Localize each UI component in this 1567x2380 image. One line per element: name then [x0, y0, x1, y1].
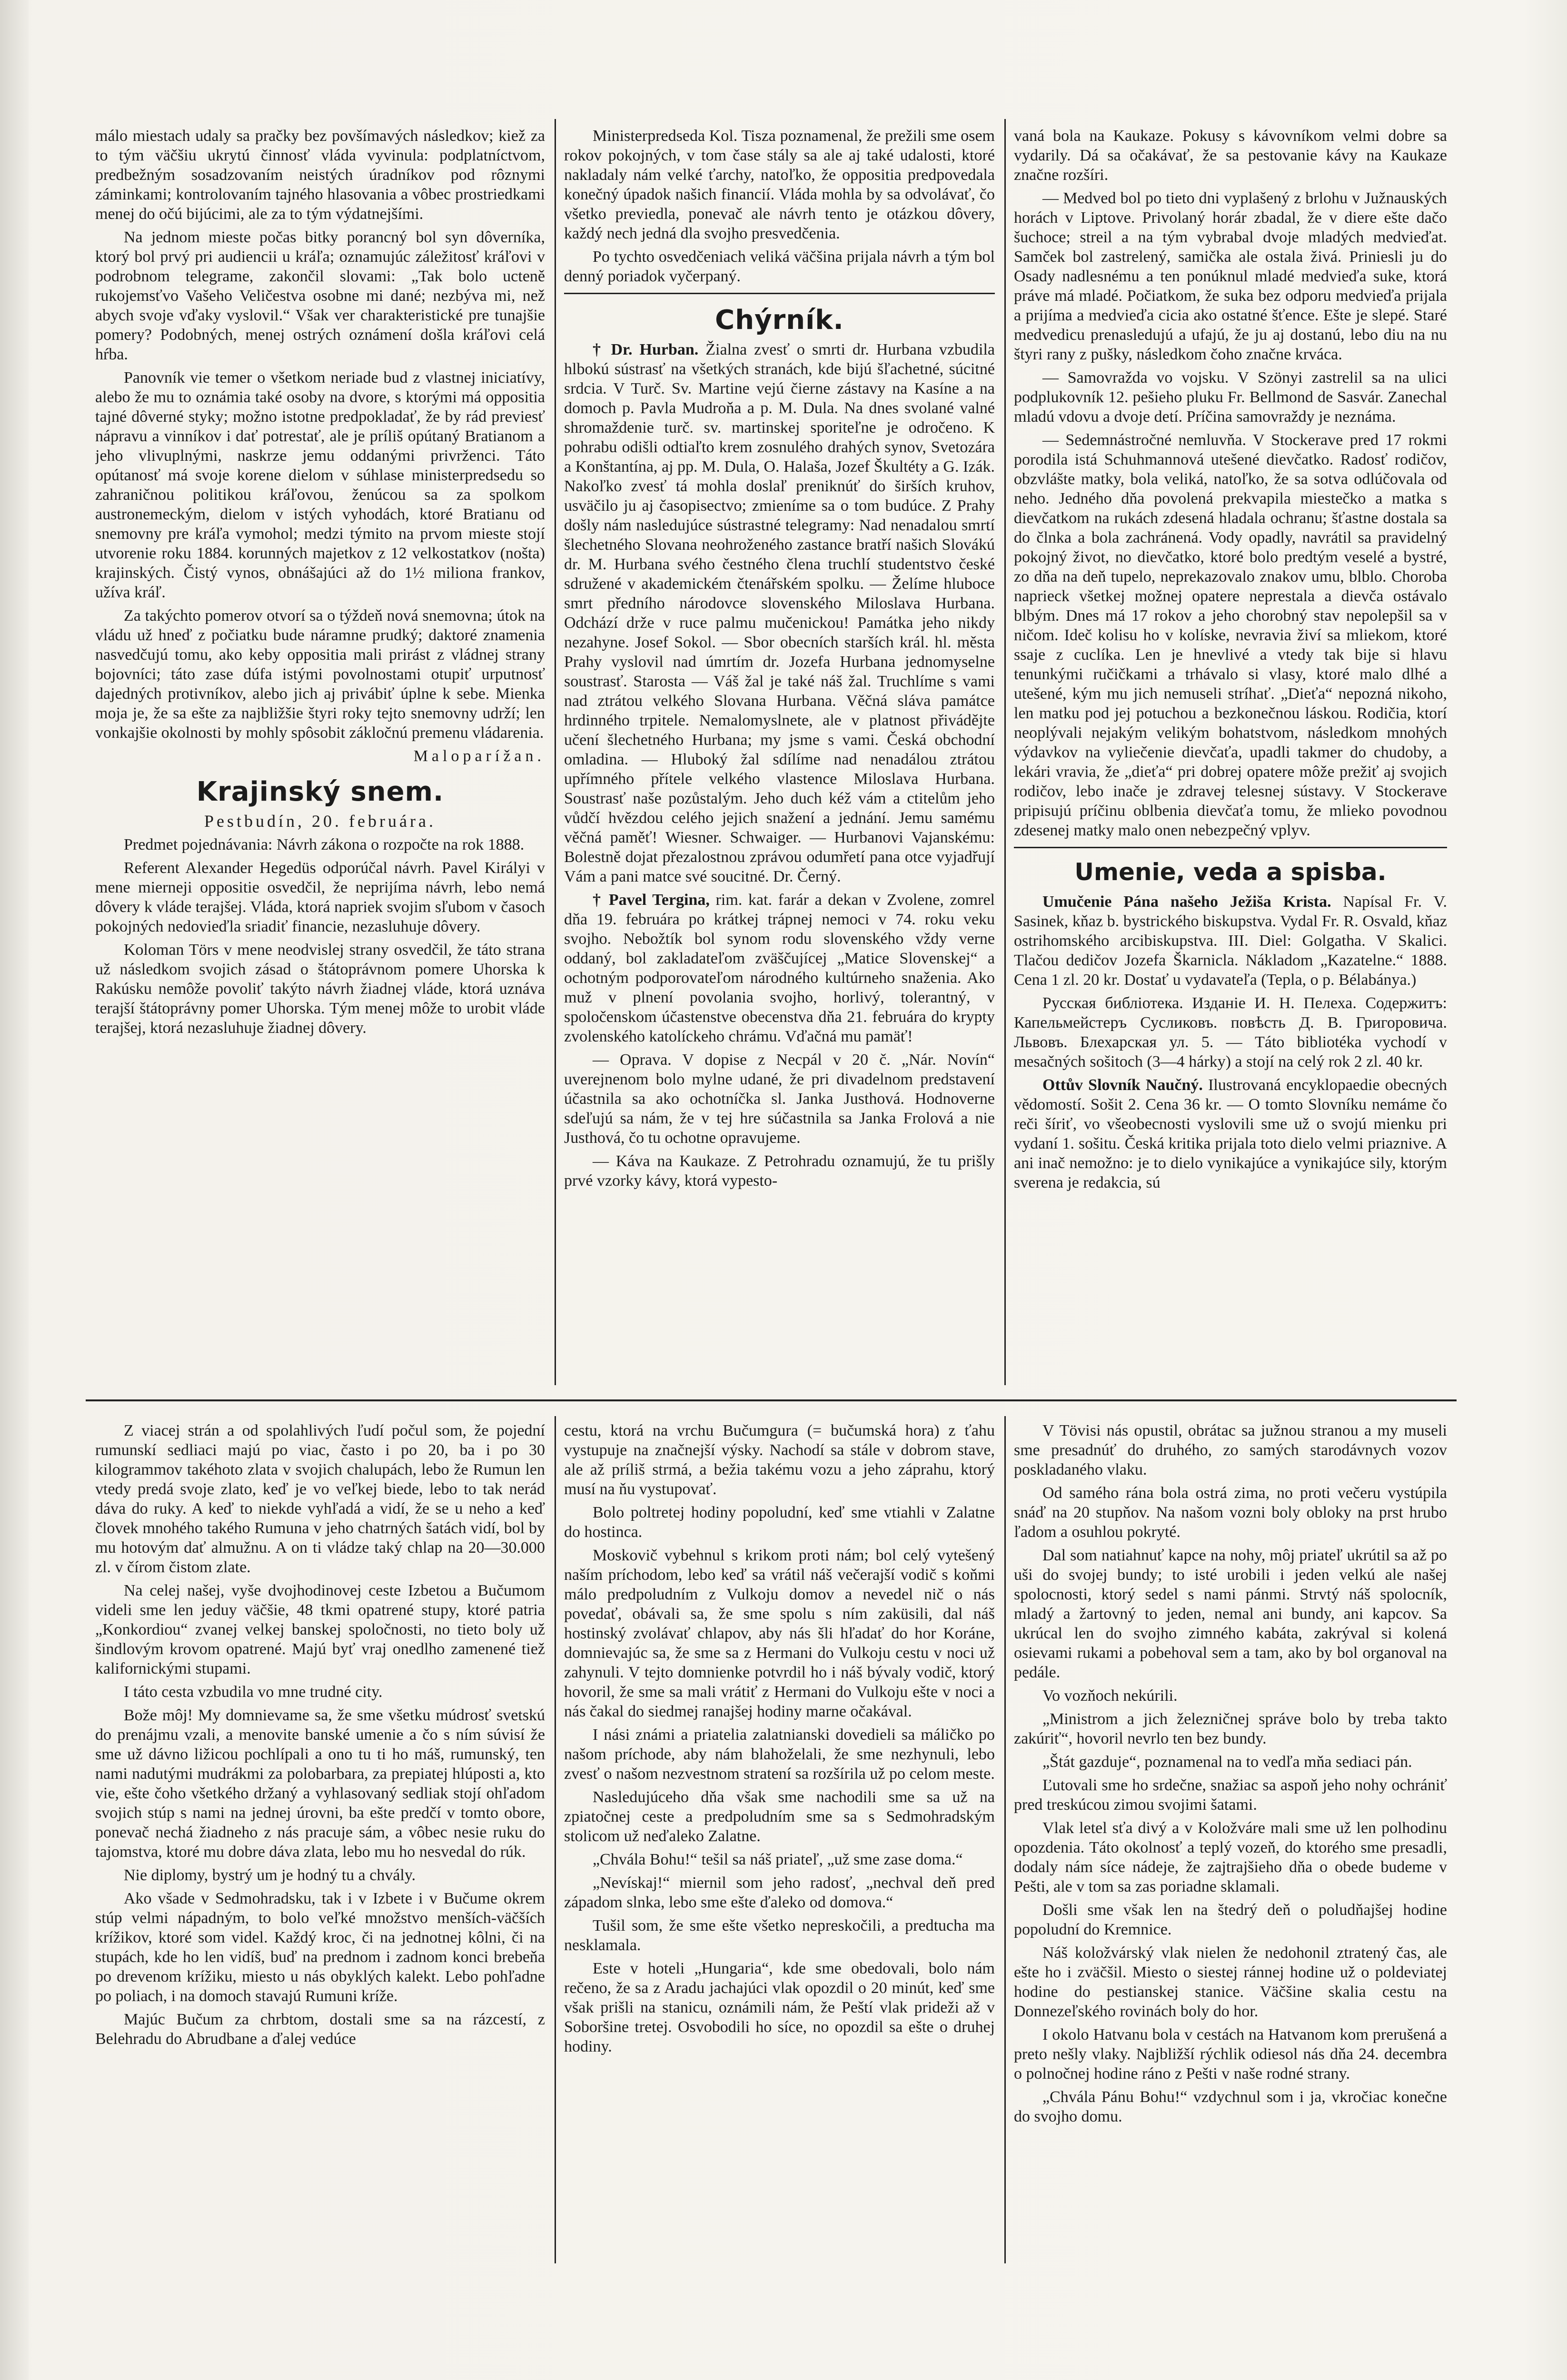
news-item: — Oprava. V dopise z Necpál v 20 č. „Nár. Novín“ uverejnenom bolo mylne udané, že pri divadelnom predstavení účastnila sa ako ochotníčka sl. Janka Justhová. Hodnoverne sdeľujú sa nám, že v tej hre súčastnila sa Janka Frolová a nie Justhová, čo tu ochotne opravujeme. [564, 1051, 995, 1147]
column-rule-4 [1004, 1416, 1006, 2263]
feuilleton-column-3 [1014, 1421, 1447, 2259]
review-item [1014, 892, 1447, 990]
feuilleton-text: Vlak letel sťa divý a v Koložváre mali sme už len polhodinu opozdenia. Táto okolnosť a teplý vozeň, do ktorého sme presadli, dodaly nám síce nádeje, že zajtrajšieho dňa o obede budeme v Pešti, ale v tom sa zas poriadne sklamali. [1014, 1819, 1447, 1895]
column-1 [95, 126, 545, 1383]
feuilleton-text: Na celej našej, vyše dvojhodinovej ceste Izbetou a Bučumom videli sme len jeduy väčšie, 48 tkmi opatrené stupy, ktoré patria „Konkordiou“ zvanej velkej banskej spoločnosti, no tieto boly už šindlovým krovom opatrené. Majú byť vraj onedlho zamenené tiež kalifornickými stupami. [95, 1582, 545, 1677]
column-rule-3 [555, 1416, 556, 2263]
article-text: Koloman Törs v mene neodvislej strany osvedčil, že táto strana už následkom svojich zásad o štátoprávnom pomere Uhorska k Rakúsku nemôže povoliť takýto návrh žiadnej vláde, ktorá uznáva terajší štátoprávny pomer Uhorska. Tým menej môže to urobit vláde terajšej, ktorá nezasluhuje žiadnej dôvery. [95, 941, 545, 1037]
feuilleton-text: Z viacej strán a od spolahlivých ľudí počul som, že pojední rumunskí sedliaci majú po viac, často i po 20, ba i po 30 kilogrammov takéhoto zlata v svojich chalupách, lebo že Rumun len vtedy predá svoje zlato, keď je vo veľkej biede, lebo to tak nerád dáva do ruky. A keď to niekde vyhľadá a vidí, že se u neho a keď človek mnohého takého Rumuna v jeho chatrných šatách vidí, bol by mu hotovým dať almužnu. A on ti vládze taký chlap na 20—30.000 zl. v čírom čistom zlate. [95, 1422, 545, 1576]
feuilleton-text: Majúc Bučum za chrbtom, dostali sme sa na rázcestí, z Belehradu do Abrudbane a ďalej vedúce [95, 2011, 545, 2048]
news-item [564, 340, 995, 886]
feuilleton-text: Bolo poltretej hodiny popoludní, keď sme vtiahli v Zalatne do hostinca. [564, 1504, 995, 1541]
article-text: Predmet pojednávania: Návrh zákona o rozpočte na rok 1888. [124, 836, 525, 853]
article-text: Za takýchto pomerov otvorí sa o týždeň nová snemovna; útok na vládu už hneď z počiatku bude náramne prudký; daktoré znamenia nasvedčujú tomu, ako keby oppositia mali prirást z vládnej strany bojovníci; táto zase dúfa istými povolnostami otupiť urputnosť dajedných protivníkov, alebo jich aj privábiť úplne k sebe. Mienka moja je, že sa ešte za najbližšie štyri roky tejto snemovny udrží; len vonkajšie okolnosti by mohly spôsobit zákločnú premenu vládarenia. [95, 607, 545, 742]
review-item-title: Ottův Slovník Naučný. [1042, 1076, 1203, 1094]
review-item-body: Ilustrovaná encyklopaedie obecných vědomostí. Sošit 2. Cena 36 kr. — O tomto Slovníku nemáme čo reči šíriť, vo všeobecnosti vyslovili sme už o svojú mienku pri vydaní 1. sošitu. Česká kritika prijala toto dielo velmi priaznive. A ani inač nemožno: je to dielo vynikajúce a vynikajúce sily, ktorým sverena je redakcia, sú [1014, 1076, 1447, 1191]
page-divider [86, 1399, 1457, 1401]
feuilleton-text: „Nevískaj!“ miernil som jeho radosť, „nechval deň pred západom slnka, lebo sme ešte ďaleko od domova.“ [564, 1874, 995, 1911]
news-item-body: rim. kat. farár a dekan v Zvolene, zomrel dňa 19. februára po krátkej trápnej nemoci v 74. roku veku svojho. Nebožtík bol synom rodu slovenského vždy verne oddaný, bol zakladateľom zväščujícej „Matice Slovenskej“ a ochotným podporovateľom národného kultúrneho snaženia. Ako muž v plnení povolania svojho, horlivý, tolerantný, v spoločenskom účastenstve obecenstva dňa 21. februára do krypty zvolenského katolíckeho chrámu. Vďačná mu pamäť! [564, 891, 995, 1045]
feuilleton-text: I nási známi a priatelia zalatnianski dovedieli sa máličko po našom príchode, aby nám blahoželali, že sme nezhynuli, lebo zvesť o našom nezvestnom stratení sa rozšírila už po celom meste. [564, 1726, 995, 1783]
article-text: málo miestach udaly sa pračky bez povšímavých následkov; kiež za to tým väčšiu ukrytú činnosť vláda vyvinula: podplatníctvom, predbežným sosadzovaním neistých úradníkov pod rôznymi záminkami; kontrolovaním tajného hlasovania a vôbec prostriedkami menej do očú bijúcimi, ale za to tým výdatnejšími. [95, 127, 545, 223]
column-rule-1 [555, 119, 556, 1385]
review-item: Русская библіотека. Изданіе И. Н. Пелеха. Содержитъ: Капельмейстеръ Сусликовъ. повѣсть Д. В. Григоровича. Львовъ. Блехарская ул. 5. — Táto bibliotéka vychodí v mesačných sošitoch (3—4 hárky) a stojí na celý rok 2 zl. 40 kr. [1014, 994, 1447, 1071]
section-heading-umenie: Umenie, veda a spisba. [1074, 858, 1387, 886]
news-item-title: † Pavel Tergina, [593, 891, 710, 909]
feuilleton-text: „Ministrom a jich železničnej správe bolo by treba takto zakúriť“, hovoril nevrlo ten bez bundy. [1014, 1710, 1447, 1747]
article-text: Panovník vie temer o všetkom neriade bud z vlastnej iniciatívy, alebo že mu to oznámia také osoby na dvore, s ktorými má oppositia tajné dôverné styky; možno istotne predpokladať, že by rád previesť nápravu a vinníkov i dať potrestať, ale je príliš opútaný Bratianom a jeho vlivuplnými, naskrze jemu oddanými privrženci. Táto opútanosť má svoje korene dielom v súhlase ministerpredsedu so zahraničnou politikou kráľovou, ženúcou sa za spolkom austronemeckým, dielom v istých vyhodách, ktoré Bratianu od snemovny pre kráľa vymohol; medzi týmito na prvom mieste stojí utvorenie roku 1884. korunných majetkov z 12 velkostatkov (nošta) krajinských. Čistý vynos, obnášajúci až do 1½ miliona frankov, užíva kráľ. [95, 369, 545, 601]
column-3 [1014, 126, 1447, 1383]
news-item: — Káva na Kaukaze. Z Petrohradu oznamujú, že tu prišly prvé vzorky kávy, ktorá vypesto- [564, 1152, 995, 1190]
feuilleton-column-2 [564, 1421, 995, 2259]
feuilleton-text: Ľutovali sme ho srdečne, snažiac sa aspoň jeho nohy ochrániť pred treskúcou zimou svojimi šatami. [1014, 1776, 1447, 1814]
news-item: — Sedemnástročné nemluvňa. V Stockerave pred 17 rokmi porodila istá Schuhmannová utešené dievčatko. Radosť rodičov, obzvlášte matky, bola veliká, natoľko, že sa sotva odlúčovala od neho. Jedného dňa povolená prekvapila miestečko a matka s dievčatkom na rukách zdesená hladala ochranu; šťastne dostala sa do člnka a bola zachránená. Vody opadly, navrátil sa pravidelný pokojný život, no dievčatko, ktoré bolo predtým veselé a bystré, zo dňa na deň tupelo, neprekazovalo znakov umu, blblo. Choroba naprieck všetkej možnej opatere neprestala a dievča ostávalo blbým. Dnes má 17 rokov a jeho chorobný stav nepolepšil sa v ničom. Ideč kolisu ho v kolíske, nevravia živí sa mliekom, ktoré ssaje z cuclíka. Len je hnevlivé a vtedy tak bije si hlavu tenunkými ručičkami a trhávalo si vlasy, ktoré malo dlhé a utešené, kým mu jich nemuseli stríhať. „Dieťa“ nepozná nikoho, len matku pod jej potuchou a bezkonečnou láskou. Rodičia, ktorí neoplývali nejakým velikým bohatstvom, následkom mnohých výdavkov na vyliečenie dievčaťa, upadli takmer do chudoby, a lekári vravia, že „dieťa“ pri dobrej opatere môže prežiť aj svojich rodičov, lebo inače je zdravej telesnej sústavy. V Stockerave pripisujú príčinu oblbenia dievčaťa tomu, že mlieko povodnou zdesenej matky malo onen nebezpečný vplyv. [1014, 431, 1447, 839]
feuilleton-text: Moskovič vybehnul s krikom proti nám; bol celý vytešený naším príchodom, lebo keď sa vrátil náš večerajší vodič s koňmi málo predpoludním z Vulkoju domov a nevedel nič o nás povedať, obávali sa, že sme spolu s ním zaküsili, dal náš hostinský zvolávať chlapov, aby nás šli hľadať do hor Koráne, domnievajúc sa, že sme sa z Hermani do Vulkoju cestu v noci už zahynuli. V tejto domnienke potvrdil ho i náš bývaly vodič, ktorý hovoril, že sme sa mali vrátiť z Hermani do Vulkoju ešte v noci a nás čakal do siedmej ranajšej hodiny marne očakával. [564, 1547, 995, 1720]
feuilleton-text: Vo vozňoch nekúrili. [1042, 1687, 1178, 1705]
feuilleton-text: I okolo Hatvanu bola v cestách na Hatvanom kom prerušená a preto nešly vlaky. Najbližší rýchlik odiesol nás dňa 24. decembra o polnočnej hodine ráno z Pešti v naše rodné strany. [1014, 2026, 1447, 2082]
feuilleton-text: cestu, ktorá na vrchu Bučumgura (= bučumská hora) z ťahu vystupuje na značnejší výsky. Nachodí sa stále v dobrom stave, ale až príliš strmá, a bežia takému vozu a jeho záprahu, ktorý musí na ňu vystupovať. [564, 1422, 995, 1498]
feuilleton-column-1 [95, 1421, 545, 2259]
feuilleton-text: I táto cesta vzbudila vo mne trudné city. [124, 1683, 383, 1701]
column-rule-2 [1004, 119, 1006, 1385]
feuilleton-text: Od samého rána bola ostrá zima, no proti večeru vystúpila snáď na 20 stupňov. Na našom vozni boly obloky na prst hrubo ľadom a osuhlou pokryté. [1014, 1484, 1447, 1541]
feuilleton-text: „Chvála Bohu!“ tešil sa náš priateľ, „už sme zase doma.“ [593, 1851, 963, 1868]
article-text: Referent Alexander Hegedüs odporúčal návrh. Pavel Királyi v mene mierneji oppositie osvedčil, že neprijíma návrh, lebo nemá dôvery k vláde terajšej. Vláda, ktorá napriek svojim sľubom v časoch pokojných nedovieďla sriadiť financie, nezasluhuje dôvery. [95, 859, 545, 935]
news-item: vaná bola na Kaukaze. Pokusy s kávovníkom velmi dobre sa vydarily. Dá sa očakávať, že sa pestovanie kávy na Kaukaze značne rozšíri. [1014, 127, 1447, 184]
feuilleton-text: Nie diplomy, bystrý um je hodný tu a chvály. [124, 1866, 416, 1884]
feuilleton-text: V Tövisi nás opustil, obrátac sa južnou stranou a my museli sme presadnúť do druhého, zo samých starodávnych vozov poskladaného vlaku. [1014, 1422, 1447, 1478]
page-fold-shadow [0, 0, 29, 2380]
article-text: Po tychto osvedčeniach veliká väčšina prijala návrh a tým bol denný poriadok vyčerpaný. [564, 248, 995, 285]
author-signature: Maloparížan. [413, 747, 545, 765]
feuilleton-text: Došli sme však len na štedrý deň o poludňajšej hodine popoludní do Kremnice. [1014, 1901, 1447, 1938]
section-rule [1014, 847, 1447, 848]
news-item [564, 890, 995, 1046]
feuilleton-text: Nasledujúceho dňa však sme nachodili sme sa už na zpiatočnej ceste a predpoludním sme sa s Sedmohradským stolicom už neďaleko Zalatne. [564, 1788, 995, 1845]
news-item-body: Žialna zvesť o smrti dr. Hurbana vzbudila hlbokú sústrasť na všetkých stranách, kde bijú šľachetné, súcitné srdcia. V Turč. Sv. Martine vejú čierne zástavy na Kasíne a na domoch p. Pavla Mudroňa a p. M. Dula. Na dnes svolané valné shromaždenie turč. sv. martinskej sporiteľne je odročeno. K pohrabu odišli odtiaľto krem zosnulého drahých synov, Svetozára a Konštantína, aj pp. M. Dula, O. Halaša, Jozef Škultéty a G. Izák. Nakoľko zvesť tá mohla doslaľ preniknúť do širších kruhov, usväčilo ju aj časopisectvo; zmieníme sa o tom budúce. Z Prahy došly nám nasledujúce sústrastné telegramy: Nad nenadalou smrtí šlechetného Slovana neohroženého zastance bratří našich Slovákú dr. M. Hurbana svého čestného člena truchlí studentstvo české sdružené v akademickém čtenářském spolku. — Želíme hluboce smrt předního národovce slovenského Miloslava Hurbana. Odchází drže v ruce palmu mučenickou! Památka jeho nikdy nezahyne. Josef Sokol. — Sbor obecních starších král. hl. města Prahy vyslovil nad úmrtím dr. Jozefa Hurbana jednomyselne soustrasť. Starosta — Váš žal je také náš žal. Truchlíme s vami nad ztrátou velkého Slovana Hurbana. Věčná sláva památce hrdinného trpitele. Nemalomyslnete, ale v platnost přivádějte učení šlechetného Hurbana; my jsme s vami. Česká obchodní omladina. — Hluboký žal sdílíme nad nenadálou ztrátou upřímného přítele velkého vlastence Miloslava Hurbana. Soustrasť naše pozůstalým. Jeho duch kéž vám a ctitelům jeho vůdčí hvězdou celého jejich snažení a jednání. Jemu samému věčná paměť! Wiesner. Schwaiger. — Hurbanovi Vajanskému: Bolestně dojat přezalostnou zprávou odumřetí pana otce vyjadřují Vám a pani matce své soucitné. Dr. Černý. [564, 341, 995, 885]
review-item-title: Umučenie Pána našeho Ježiša Krista. [1042, 893, 1331, 911]
feuilleton-text: „Štát gazduje“, poznamenal na to vedľa mňa sediaci pán. [1042, 1753, 1412, 1771]
feuilleton-text: „Chvála Pánu Bohu!“ vzdychnul som i ja, vkročiac konečne do svojho domu. [1014, 2088, 1447, 2125]
article-text: Na jednom mieste počas bitky porancný bol syn dôverníka, ktorý bol prvý pri audiencii u kráľa; oznamujúc záležitosť kráľovi v podrobnom telegrame, zakončil slovami: „Tak bolo ucteně rukojemsťvo Vašeho Veličestva osobne mi dané; nezbýva mi, než abych svoje vďaky vyslovil.“ Však ver charakteristické pre tunajšie pomery? Podobných, menej ostrých oznámení došla kráľovi celá hŕba. [95, 228, 545, 363]
news-item: — Medved bol po tieto dni vyplašený z brlohu v Južnauských horách v Liptove. Privolaný horár zbadal, že v diere ešte dačo šuchoce; streil a na tým vybrabal dvoje mladých medvieďat. Samček bol zastrelený, samička ale ostala živá. Priniesli ju do Osady nadlesnému a ten ponúknul mladé medvieďa suke, ktorá práve má mladé. Počiatkom, že suka bez odporu medvieďa prijala a prijíma a medvieďa cicia ako ostatné šťence. Ešte je slepé. Staré medvedicu prenasledujú a ufajú, že ju aj dostanú, lebo diu na nu štyri rany z pušky, následkom čoho značne krváca. [1014, 189, 1447, 363]
feuilleton-text: Dal som natiahnuť kapce na nohy, môj priateľ ukrútil sa až po uši do svojej bundy; to isté urobili i jeden velkú ale našej spolocnosti, ktorý sedel s nami pánmi. Strvtý náš spolocník, mladý a žartovný to jeden, nemal ani bundy, ani kapcov. Sa ukrúcal len do svojho zimného kabáta, zakrýval si kolená osievami rukami a pobehoval sem a tam, ako by bol organoval na pedále. [1014, 1547, 1447, 1681]
section-heading-chyrnik: Chýrník. [715, 305, 844, 336]
news-item: — Samovražda vo vojsku. V Szönyi zastrelil sa na ulici podplukovník 12. pešieho pluku Fr. Bellmond de Sasvár. Zanechal mladú vdovu a dvoje detí. Príčina samovraždy je neznáma. [1014, 369, 1447, 426]
feuilleton-text: Ako všade v Sedmohradsku, tak i v Izbete i v Bučume okrem stúp velmi nápadným, to bolo veľké množstvo menších-väčších krížikov, ktoré som videl. Každý kroc, či na jednotnej kôlni, či na stupách, kde ho len vidíš, buď na prednom i zadnom konci brebeňa po drevenom krížiku, miesto u nás obyklých kalekt. Lebo pohľadne po poliach, i na domoch stavajú Rumuni kríže. [95, 1890, 545, 2005]
feuilleton-text: Tušil som, že sme ešte všetko nepreskočili, a predtucha ma nesklamala. [564, 1917, 995, 1954]
dateline: Pestbudín, 20. februára. [204, 812, 436, 831]
feuilleton-text: Náš koložvárský vlak nielen že nedohonil ztratený čas, ale ešte ho i zväčšil. Miesto o siestej ránnej hodine už o poldeviatej hodine do pestianskej stanice. Väčšine skalia cestu na Donnezeľského rovinách boly do hor. [1014, 1944, 1447, 2020]
review-item-body: Napísal Fr. V. Sasinek, kňaz b. bystrického biskupstva. Vydal Fr. R. Osvald, kňaz ostrihomského arcibiskupstva. III. Diel: Golgatha. V Skalici. Tlačou dedičov Jozefa Škarnicla. Nákladom „Kazatelne.“ 1888. Cena 1 zl. 20 kr. Dostať u vydavateľa (Tepla, o p. Bélabánya.) [1014, 893, 1447, 989]
news-item-title: † Dr. Hurban. [593, 341, 699, 358]
article-text: Ministerpredseda Kol. Tisza poznamenal, že prežili sme osem rokov pokojných, v tom čase stály sa ale aj také udalosti, ktoré nakladaly nám velké ťarchy, natoľko, že oppositia predpovedala konečný úpadok našich financií. Vláda mohla by sa odvolávať, čo všetko previedla, ponevač ale návrh tento je otázkou dôvery, každý nech jedná dla svojho presvedčenia. [564, 127, 995, 242]
section-rule [564, 293, 995, 294]
column-2 [564, 126, 995, 1383]
section-heading-krajinsky-snem: Krajinský snem. [196, 776, 444, 807]
feuilleton-text: Bože môj! My domnievame sa, že sme všetku múdrosť svetskú do prenájmu vzali, a menovite banské umenie a čo s ním súvisí že sme už dávno ližicou pochlípali a ono tu ti ho máš, rumunský, ten nami nadutými mudrákmi za polobarbara, za prepiatej hlúposti a, kto vie, ešte čoho všetkého držaný a vyhlasovaný sedliak stojí ohľadom svojich stúp s nami na jednej úrovni, ba ešte predčí v tomto obore, ponevač nechá žiadneho z nás pracuje sám, a vôbec nesie ruku do tajomstva, ktoré mu dobre dáva zlata, lebo mu ho nesvedal do rúk. [95, 1706, 545, 1861]
feuilleton-text: Este v hoteli „Hungaria“, kde sme obedovali, bolo nám rečeno, že sa z Aradu jachajúci vlak opozdil o 20 minút, keď sme však prišli na stanicu, oznámili nám, že Peští vlak prideži až v Soboršine tretej. Osvobodili ho síce, no opozdil sa ešte o druhej hodiny. [564, 1960, 995, 2055]
review-item [1014, 1075, 1447, 1192]
